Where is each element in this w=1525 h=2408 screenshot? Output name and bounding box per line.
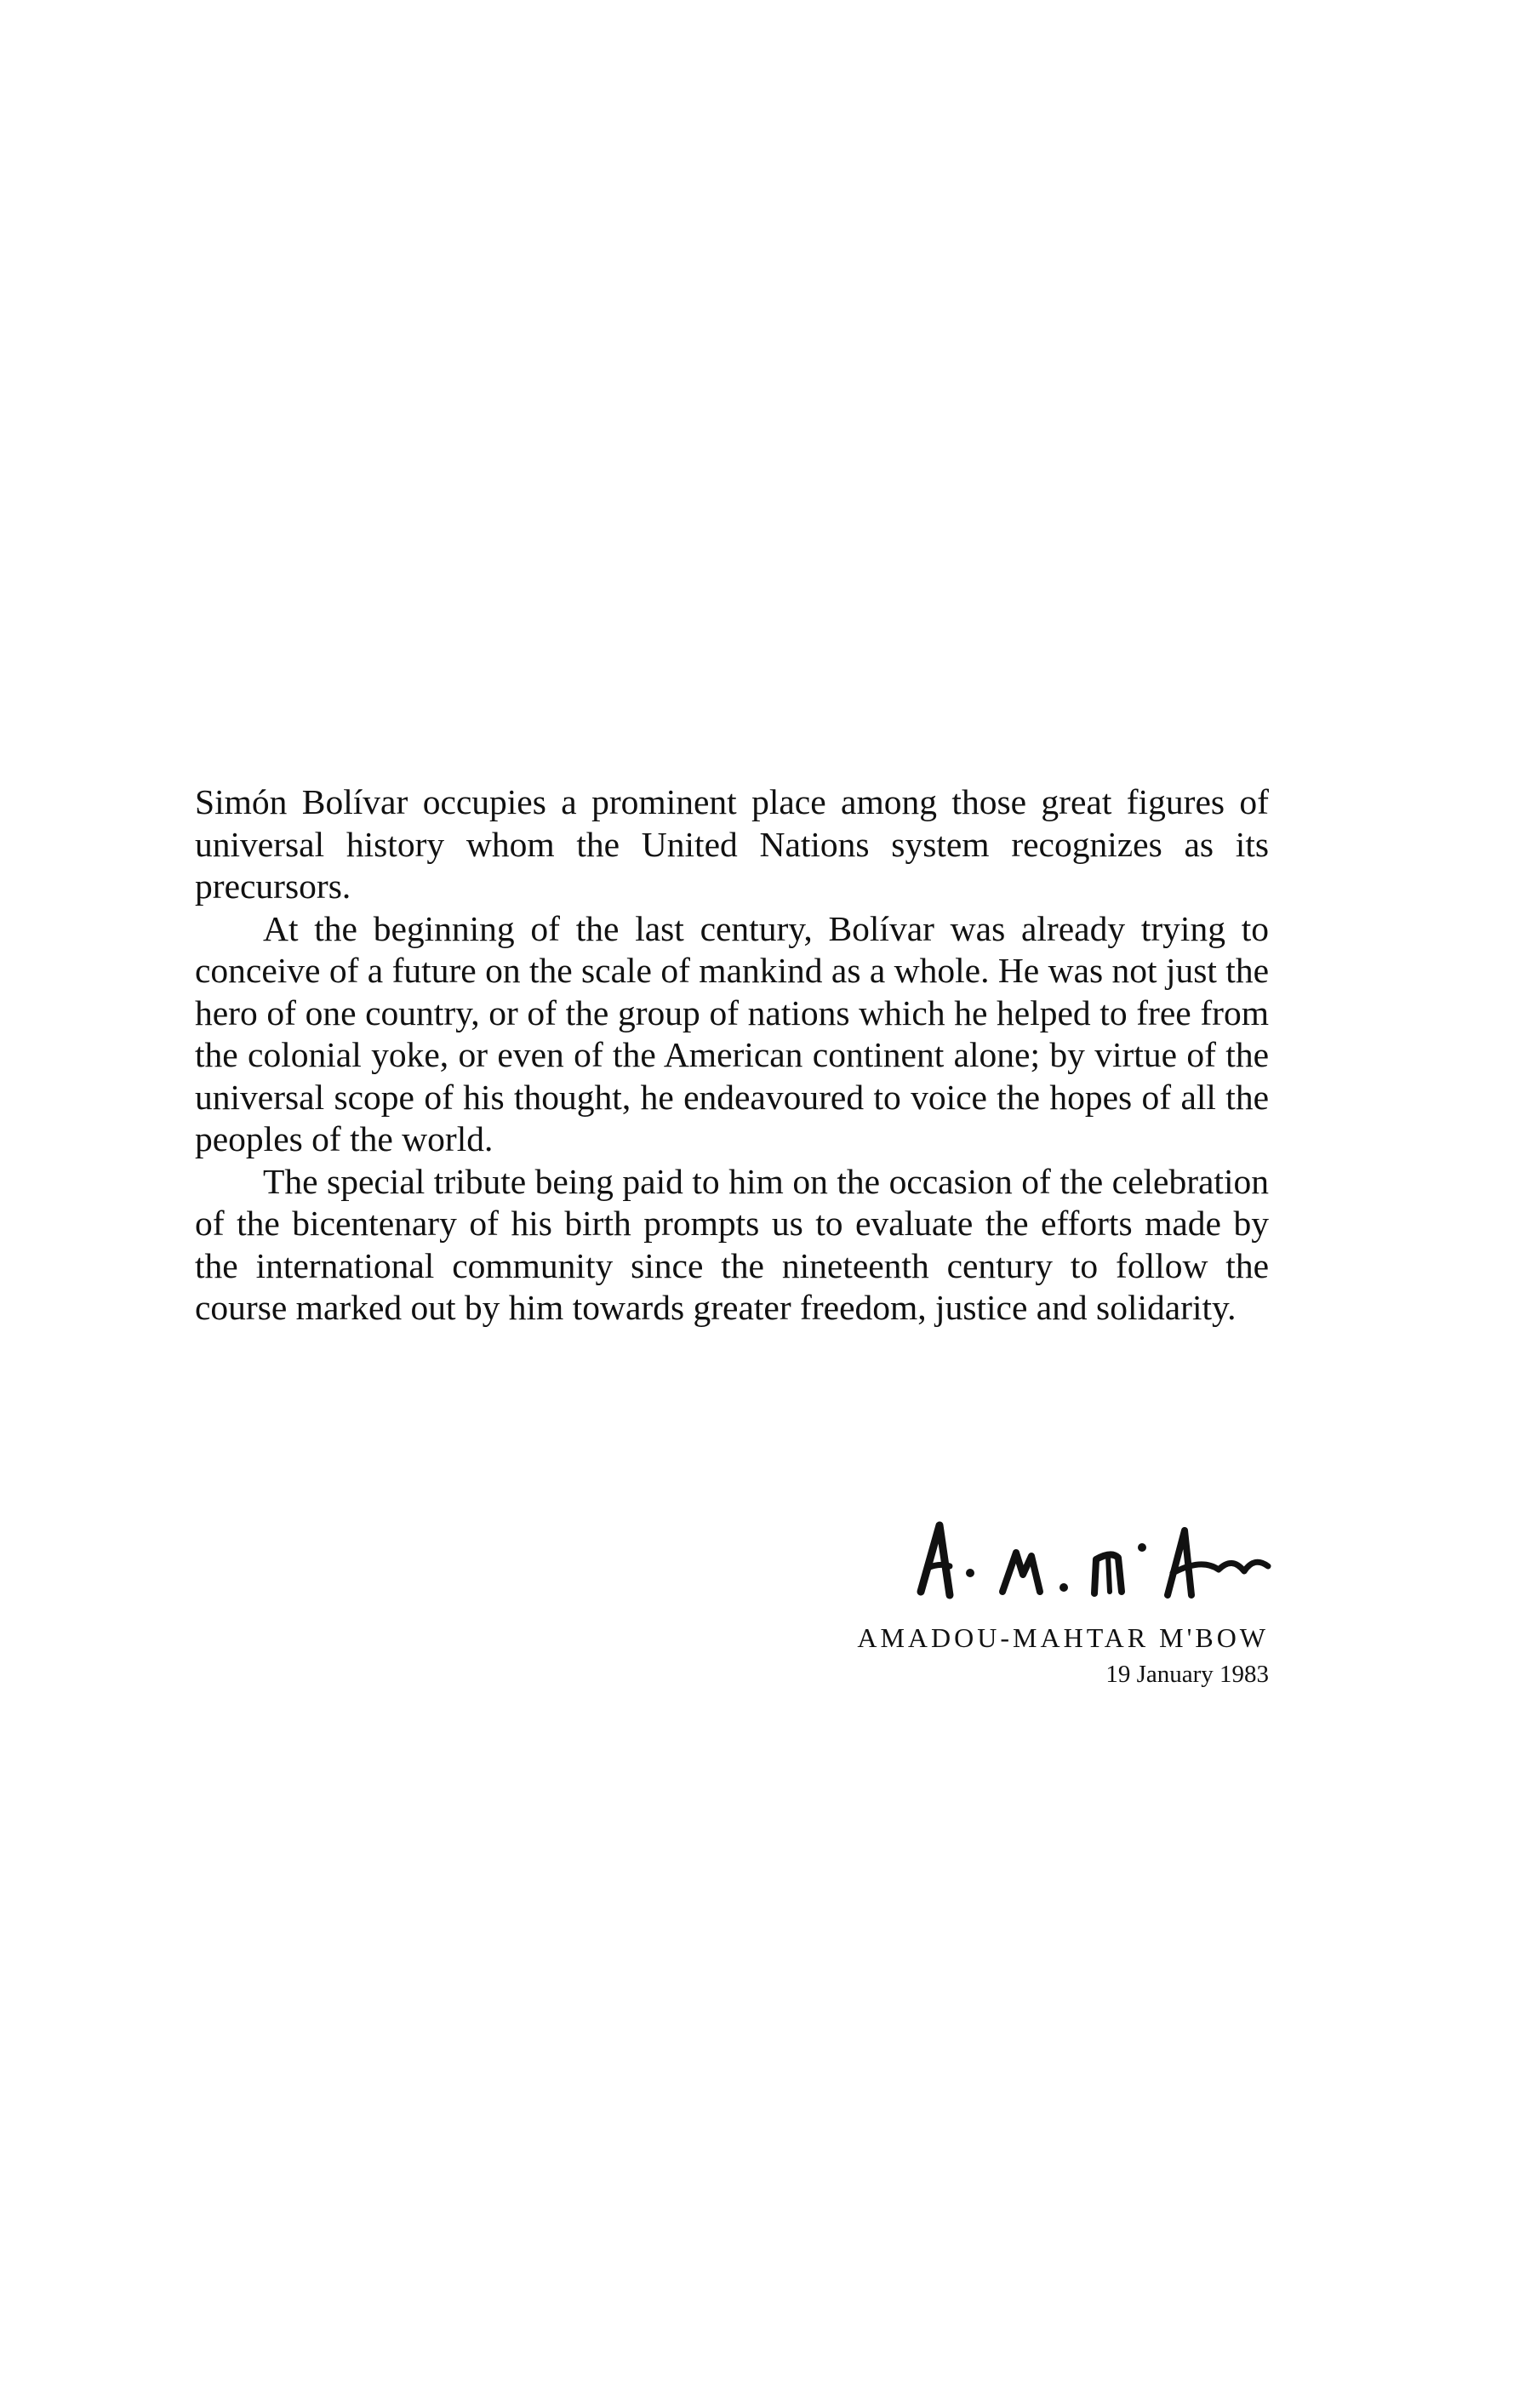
signature-drawing [902,1507,1294,1609]
signature-stroke [1002,1553,1040,1592]
signature-stroke [928,1564,950,1568]
signature-dot [1060,1583,1068,1592]
handwritten-signature [902,1507,1294,1609]
paragraph-1: Simón Bolívar occupies a prominent place among those great figures of universal history whom the United Nations system recognizes as its precursors. [195,782,1269,906]
signature-stroke [1108,1556,1110,1592]
signature-stroke [921,1525,950,1595]
foreword-text [195,781,1269,1330]
paragraph-2: At the beginning of the last century, Bolívar was already trying to conceive of a future on the scale of mankind as a whole. He was not just the hero of one country, or of the group of nations which he helped to free from the colonial yoke, or even of the American continent alone; by virtue of the universal scope of his thought, he endeavoured to voice the hopes of all the peoples of the world. [195,908,1269,1158]
signature-dot [1138,1543,1146,1552]
signer-name: AMADOU-MAHTAR M'BOW [857,1622,1269,1653]
paragraph-3: The special tribute being paid to him on the occasion of the celebration of the bicentenary of his birth prompts us to evaluate the efforts made by the international community since the nineteenth century to follow the course marked out by him towards greater freedom, justice and solidarity. [195,1161,1269,1327]
signature-dot [966,1569,974,1577]
signature-date: 19 January 1983 [1105,1661,1269,1688]
signature-stroke [1168,1530,1191,1595]
